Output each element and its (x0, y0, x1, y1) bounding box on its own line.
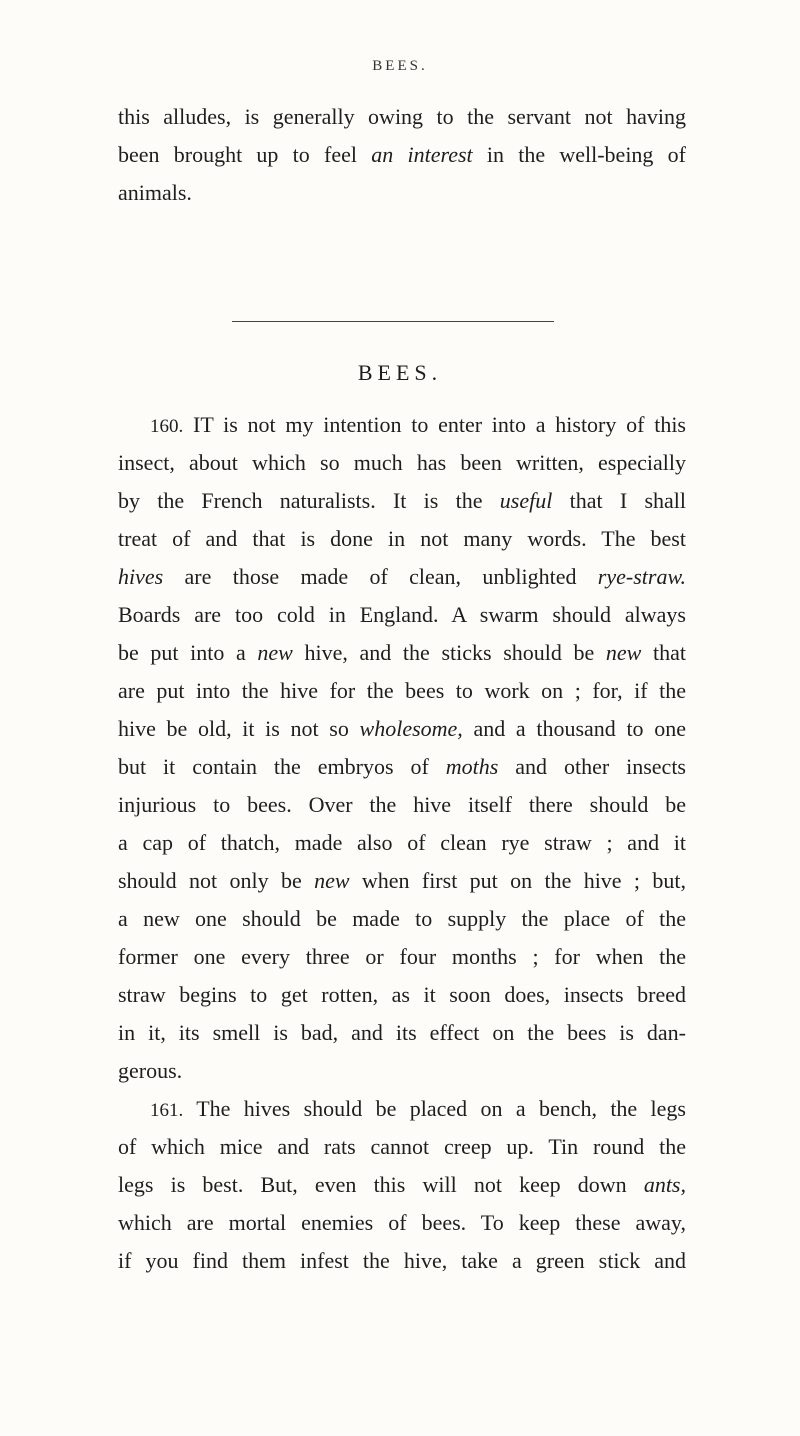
section-title: BEES. (357, 360, 443, 385)
text-line: be put into a new hive, and the sticks should be new that (118, 640, 686, 665)
section-divider (232, 321, 554, 322)
paragraph-number: 161. (150, 1100, 184, 1121)
text-line: if you find them infest the hive, take a green stick and (118, 1248, 686, 1273)
intro-paragraph (118, 98, 686, 212)
paragraph-160 (118, 406, 686, 1090)
paragraph-161 (118, 1090, 686, 1280)
text-line: been brought up to feel an interest in the well-being of (118, 142, 686, 167)
text-line: Boards are too cold in England. A swarm should always (118, 602, 686, 627)
text-line: by the French naturalists. It is the useful that I shall (118, 488, 686, 513)
text-line-content: The hives should be placed on a bench, the legs (196, 1096, 686, 1121)
running-head: BEES. (372, 58, 428, 74)
text-line: a cap of thatch, made also of clean rye straw ; and it (118, 830, 686, 855)
text-line (118, 1090, 686, 1128)
text-line: gerous. (118, 1058, 183, 1083)
text-line: but it contain the embryos of moths and other insects (118, 754, 686, 779)
paragraph-number: 160. (150, 416, 184, 437)
text-line: are put into the hive for the bees to work on ; for, if the (118, 678, 686, 703)
text-line: which are mortal enemies of bees. To keep these away, (118, 1210, 686, 1235)
text-line: a new one should be made to supply the place of the (118, 906, 686, 931)
text-line (118, 406, 686, 444)
text-line: straw begins to get rotten, as it soon does, insects breed (118, 982, 686, 1007)
text-line: legs is best. But, even this will not keep down ants, (118, 1172, 686, 1197)
text-line: this alludes, is generally owing to the servant not having (118, 104, 686, 129)
text-line: of which mice and rats cannot creep up. Tin round the (118, 1134, 686, 1159)
text-line: hives are those made of clean, unblighted rye-straw. (118, 564, 686, 589)
text-line: injurious to bees. Over the hive itself there should be (118, 792, 686, 817)
text-line: former one every three or four months ; for when the (118, 944, 686, 969)
text-line-content: IT is not my intention to enter into a history of this (193, 412, 686, 437)
text-line: animals. (118, 180, 192, 205)
text-line: treat of and that is done in not many words. The best (118, 526, 686, 551)
text-line: should not only be new when first put on the hive ; but, (118, 868, 686, 893)
text-line: in it, its smell is bad, and its effect on the bees is dan- (118, 1020, 686, 1045)
text-line: hive be old, it is not so wholesome, and a thousand to one (118, 716, 686, 741)
text-line: insect, about which so much has been written, especially (118, 450, 686, 475)
